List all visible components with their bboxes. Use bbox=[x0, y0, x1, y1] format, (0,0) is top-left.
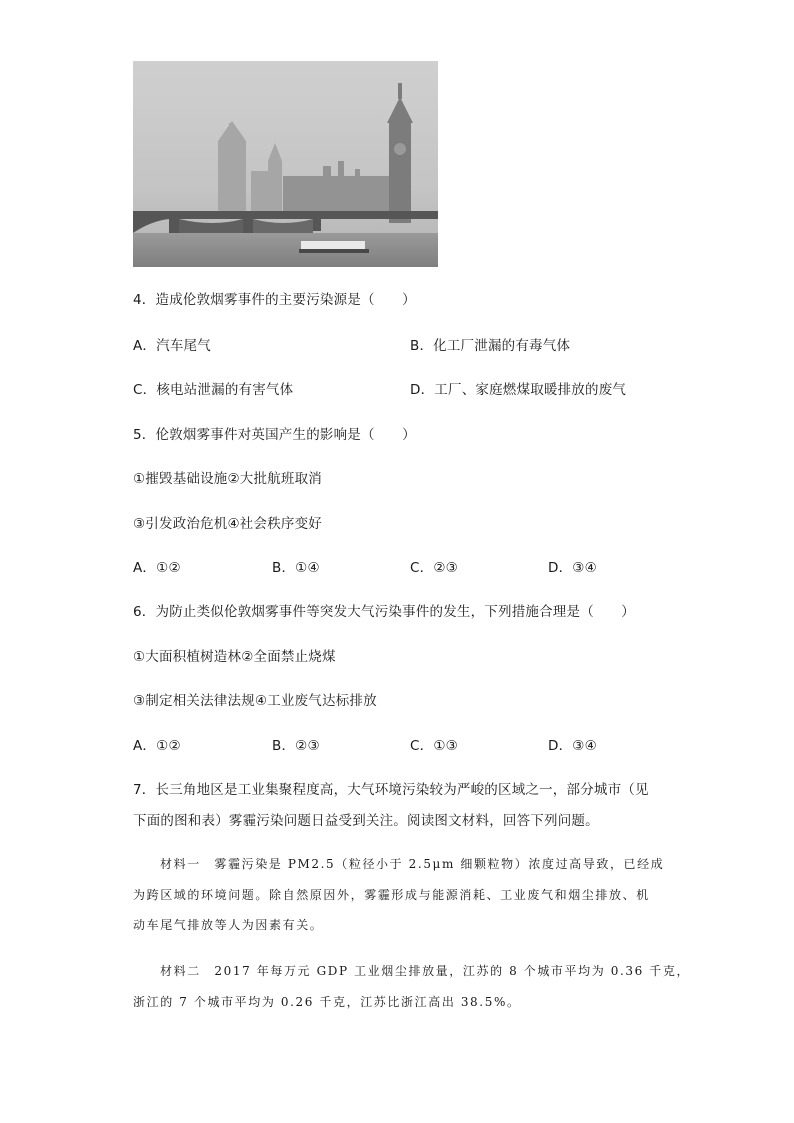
q4-option-d: D．工厂、家庭燃煤取暖排放的废气 bbox=[410, 382, 627, 398]
q6-option-d: D．③④ bbox=[548, 738, 597, 754]
question-7-stem-line-1: 7．长三角地区是工业集聚程度高，大气环境污染较为严峻的区域之一，部分城市（见 bbox=[133, 782, 649, 798]
question-7-stem-line-2: 下面的图和表）雾霾污染问题日益受到关注。阅读图文材料，回答下列问题。 bbox=[133, 813, 599, 829]
q5-option-d: D．③④ bbox=[548, 560, 597, 576]
question-4-stem: 4．造成伦敦烟雾事件的主要污染源是（ ） bbox=[133, 292, 416, 308]
fog-photo bbox=[133, 61, 438, 267]
q5-option-c: C．②③ bbox=[410, 560, 458, 576]
q6-option-b: B．②③ bbox=[272, 738, 320, 754]
q5-option-a: A．①② bbox=[133, 560, 181, 576]
material-2-line-2: 浙江的 7 个城市平均为 0.26 千克，江苏比浙江高出 38.5%。 bbox=[133, 995, 521, 1009]
q6-item-line-2: ③制定相关法律法规④工业废气达标排放 bbox=[133, 693, 377, 709]
q6-item-line-1: ①大面积植树造林②全面禁止烧煤 bbox=[133, 649, 336, 665]
q4-option-a: A．汽车尾气 bbox=[133, 338, 211, 354]
parliament-fog-image bbox=[133, 61, 438, 267]
q5-option-b: B．①④ bbox=[272, 560, 320, 576]
material-1-line-3: 动车尾气排放等人为因素有关。 bbox=[133, 918, 324, 932]
q5-item-line-1: ①摧毁基础设施②大批航班取消 bbox=[133, 471, 323, 487]
material-1-line-1: 材料一 雾霾污染是 PM2.5（粒径小于 2.5μm 细颗粒物）浓度过高导致，已经成 bbox=[160, 857, 665, 871]
q6-option-c: C．①③ bbox=[410, 738, 458, 754]
material-2-line-1: 材料二 2017 年每万元 GDP 工业烟尘排放量，江苏的 8 个城市平均为 0.36 千克， bbox=[160, 964, 691, 978]
q4-option-b: B．化工厂泄漏的有毒气体 bbox=[410, 338, 571, 354]
question-6-stem: 6．为防止类似伦敦烟雾事件等突发大气污染事件的发生，下列措施合理是（ ） bbox=[133, 604, 635, 620]
q5-item-line-2: ③引发政治危机④社会秩序变好 bbox=[133, 516, 323, 532]
q6-option-a: A．①② bbox=[133, 738, 181, 754]
q4-option-c: C．核电站泄漏的有害气体 bbox=[133, 382, 294, 398]
question-5-stem: 5．伦敦烟雾事件对英国产生的影响是（ ） bbox=[133, 427, 416, 443]
material-1-line-2: 为跨区域的环境问题。除自然原因外，雾霾形成与能源消耗、工业废气和烟尘排放、机 bbox=[133, 888, 650, 902]
